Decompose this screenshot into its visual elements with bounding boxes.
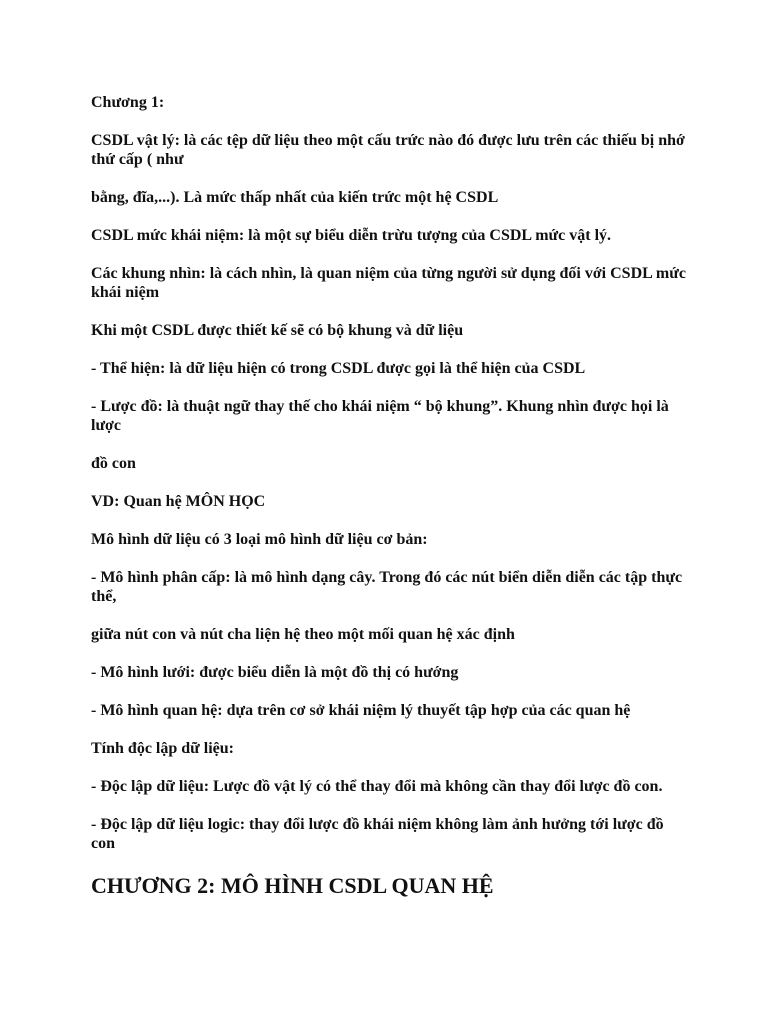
paragraph-relational-model: - Mô hình quan hệ: dựa trên cơ sở khái niệm lý thuyết tập hợp của các quan hệ — [91, 702, 631, 719]
paragraph-example: VD: Quan hệ MÔN HỌC — [91, 493, 266, 510]
paragraph-conceptual-db: CSDL mức khái niệm: là một sự biểu diễn trừu tượng của CSDL mức vật lý. — [91, 227, 612, 244]
paragraph-physical-independence: - Độc lập dữ liệu: Lược đồ vật lý có thể thay đổi mà không cần thay đổi lược đồ con. — [91, 778, 663, 795]
paragraph-schema: - Lược đồ: là thuật ngữ thay thế cho khái niệm “ bộ khung”. Khung nhìn được họi là lược — [91, 398, 669, 434]
paragraph-db-design: Khi một CSDL được thiết kế sẽ có bộ khung và dữ liệu — [91, 322, 464, 339]
chapter-1-label: Chương 1: — [91, 94, 165, 111]
paragraph-data-independence: Tính độc lập dữ liệu: — [91, 740, 234, 757]
paragraph-hierarchical-model-cont: giữa nút con và nút cha liện hệ theo một mối quan hệ xác định — [91, 626, 515, 643]
paragraph-physical-db-cont: bằng, đĩa,...). Là mức thấp nhất của kiến trức một hệ CSDL — [91, 189, 499, 206]
paragraph-physical-db: CSDL vật lý: là các tệp dữ liệu theo một cấu trức nào đó được lưu trên các thiếu bị nhớ thứ cấp ( như — [91, 132, 685, 168]
chapter-2-heading: CHƯƠNG 2: MÔ HÌNH CSDL QUAN HỆ — [91, 873, 494, 898]
paragraph-data-models: Mô hình dữ liệu có 3 loại mô hình dữ liệu cơ bản: — [91, 531, 428, 548]
paragraph-hierarchical-model: - Mô hình phân cấp: là mô hình dạng cây. Trong đó các nút biển diễn diễn các tập thực thể, — [91, 569, 683, 605]
document-body — [91, 93, 686, 900]
paragraph-logical-independence: - Độc lập dữ liệu logic: thay đổi lược đồ khái niệm không làm ảnh hưởng tới lược đồ con — [91, 816, 664, 852]
paragraph-instance: - Thể hiện: là dữ liệu hiện có trong CSDL được gọi là thể hiện của CSDL — [91, 360, 586, 377]
paragraph-subschema: đồ con — [91, 455, 136, 472]
paragraph-network-model: - Mô hình lưới: được biểu diễn là một đồ thị có hướng — [91, 664, 459, 681]
paragraph-views: Các khung nhìn: là cách nhìn, là quan niệm của từng người sử dụng đối với CSDL mức khái niệm — [91, 265, 686, 301]
